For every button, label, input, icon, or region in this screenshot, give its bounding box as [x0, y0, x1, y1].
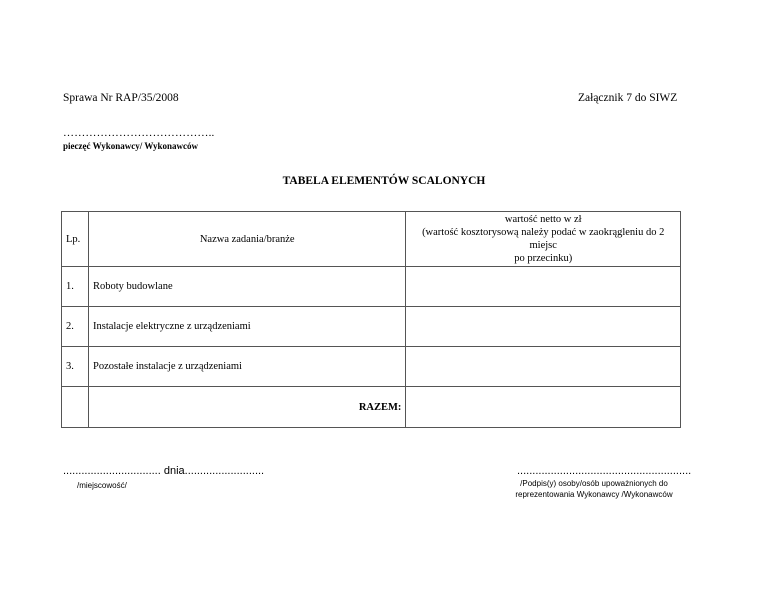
row-name: Pozostałe instalacje z urządzeniami — [88, 347, 405, 387]
header-value-line2: (wartość kosztorysową należy podać w zaokrągleniu do 2 miejsc — [422, 227, 665, 251]
table-row — [62, 267, 681, 307]
header-value-line1: wartość netto w zł — [504, 214, 582, 225]
row-lp: 1. — [62, 267, 89, 307]
table-header-row — [62, 212, 681, 267]
attachment-label: Załącznik 7 do SIWZ — [578, 92, 678, 104]
table-row — [62, 347, 681, 387]
total-lp — [62, 387, 89, 428]
case-number: Sprawa Nr RAP/35/2008 — [63, 92, 179, 104]
header-name: Nazwa zadania/branże — [88, 212, 405, 267]
signature-line: ......................................................... — [517, 465, 692, 477]
header-lp: Lp. — [62, 212, 89, 267]
total-value[interactable] — [406, 387, 681, 428]
row-lp: 3. — [62, 347, 89, 387]
stamp-label: pieczęć Wykonawcy/ Wykonawców — [63, 141, 198, 151]
table-row — [62, 307, 681, 347]
stamp-placeholder: ………………………………….. — [63, 127, 215, 139]
row-lp: 2. — [62, 307, 89, 347]
header-value — [406, 212, 681, 267]
signature-label: /Podpis(y) osoby/osób upoważnionych do reprezentowania Wykonawcy /Wykonawców — [515, 479, 673, 499]
place-label: /miejscowość/ — [77, 481, 127, 490]
header-value-line3: po przecinku) — [514, 253, 573, 264]
elements-table — [61, 211, 681, 428]
total-row — [62, 387, 681, 428]
document-title: TABELA ELEMENTÓW SCALONYCH — [282, 175, 486, 187]
row-name: Instalacje elektryczne z urządzeniami — [88, 307, 405, 347]
row-name: Roboty budowlane — [88, 267, 405, 307]
row-value[interactable] — [406, 307, 681, 347]
row-value[interactable] — [406, 267, 681, 307]
row-value[interactable] — [406, 347, 681, 387]
place-date-line: ................................ dnia.......................... — [63, 465, 265, 477]
total-label: RAZEM: — [88, 387, 405, 428]
